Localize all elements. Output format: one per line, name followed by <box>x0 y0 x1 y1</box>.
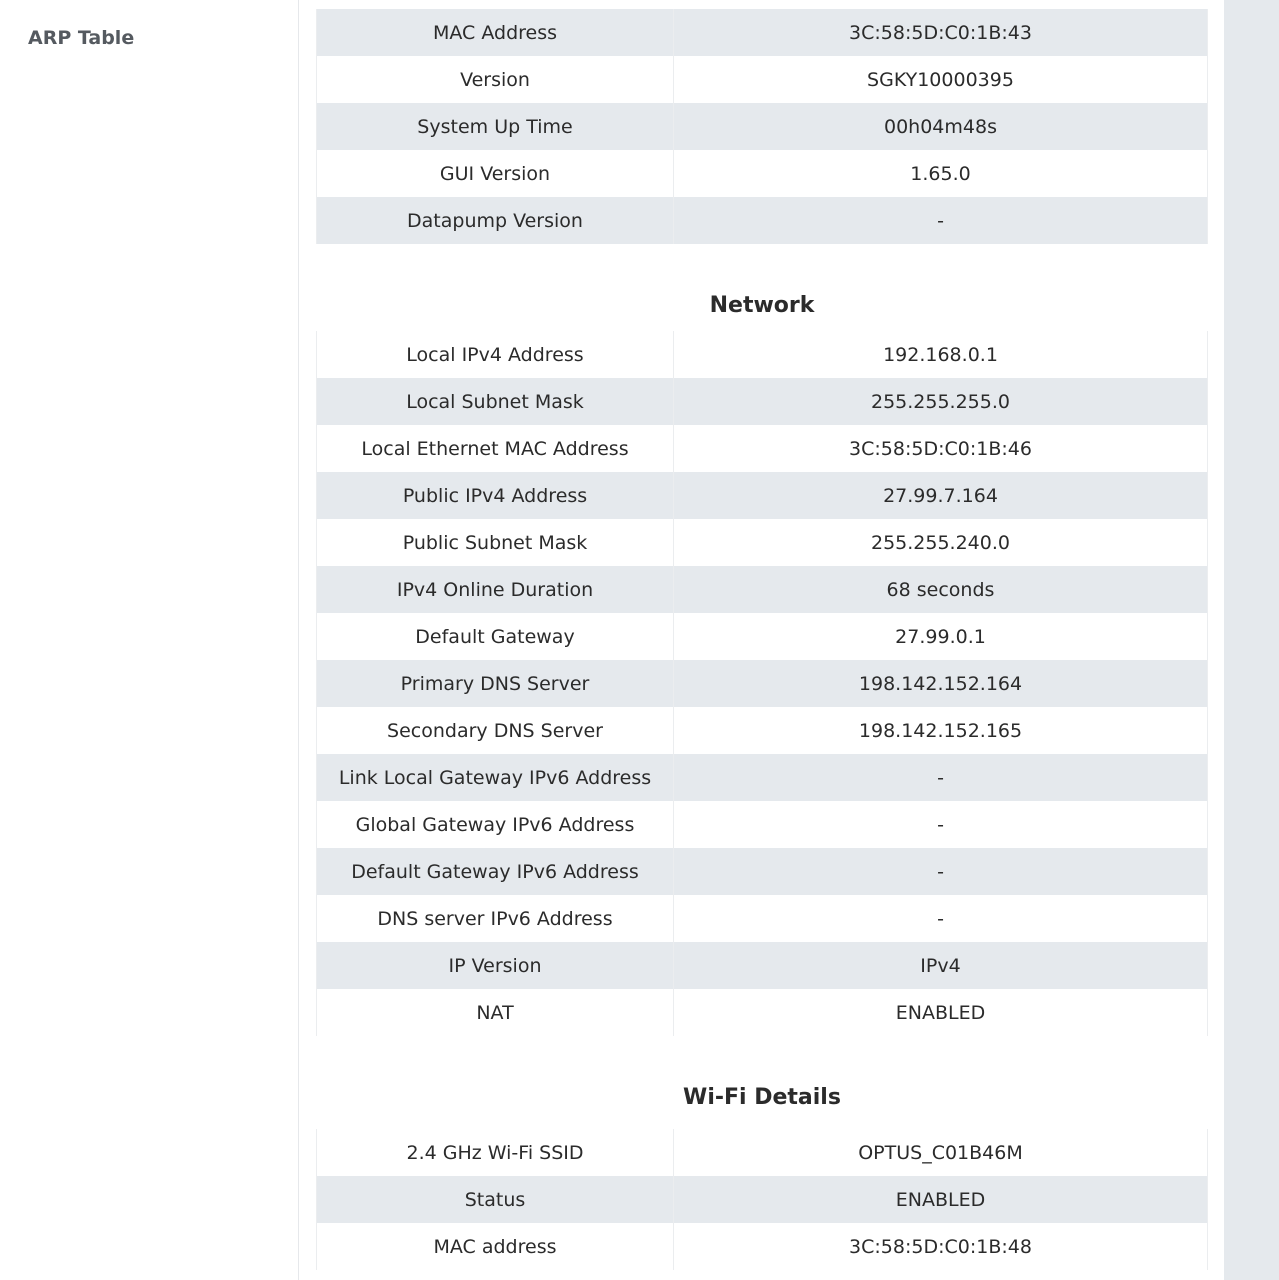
table-row <box>317 150 1208 197</box>
row-label: Default Gateway <box>317 613 674 660</box>
table-row <box>317 56 1208 103</box>
row-label: MAC Address <box>317 9 674 56</box>
row-label: Datapump Version <box>317 197 674 244</box>
table-row <box>317 848 1208 895</box>
row-value: 3C:58:5D:C0:1B:43 <box>674 9 1208 56</box>
row-label: MAC address <box>317 1223 674 1270</box>
row-value: 27.99.7.164 <box>674 472 1208 519</box>
network-table <box>316 331 1208 1036</box>
row-label: Primary DNS Server <box>317 660 674 707</box>
row-value: - <box>674 197 1208 244</box>
table-row <box>317 103 1208 150</box>
scrollbar-track[interactable] <box>1224 0 1279 1280</box>
row-value: - <box>674 754 1208 801</box>
table-row <box>317 9 1208 56</box>
section-title-network: Network <box>709 293 815 318</box>
row-value: 192.168.0.1 <box>674 331 1208 378</box>
row-value: 1.65.0 <box>674 150 1208 197</box>
row-value: 27.99.0.1 <box>674 613 1208 660</box>
row-label: Secondary DNS Server <box>317 707 674 754</box>
section-spacer <box>316 1121 1208 1129</box>
table-row <box>317 1223 1208 1270</box>
table-row <box>317 754 1208 801</box>
row-value: 255.255.240.0 <box>674 519 1208 566</box>
row-value: IPv4 <box>674 942 1208 989</box>
row-value: 198.142.152.165 <box>674 707 1208 754</box>
row-value: 198.142.152.164 <box>674 660 1208 707</box>
sidebar <box>0 0 299 1280</box>
row-value: 255.255.255.0 <box>674 378 1208 425</box>
row-label: IP Version <box>317 942 674 989</box>
table-row <box>317 566 1208 613</box>
row-value: 00h04m48s <box>674 103 1208 150</box>
row-label: Link Local Gateway IPv6 Address <box>317 754 674 801</box>
section-title-wifi-details: Wi-Fi Details <box>683 1085 841 1110</box>
row-label: Public Subnet Mask <box>317 519 674 566</box>
table-row <box>317 331 1208 378</box>
table-row <box>317 801 1208 848</box>
row-value: 3C:58:5D:C0:1B:46 <box>674 425 1208 472</box>
wifi-details-table <box>316 1129 1208 1270</box>
row-label: Local Ethernet MAC Address <box>317 425 674 472</box>
row-label: Public IPv4 Address <box>317 472 674 519</box>
table-row <box>317 1129 1208 1176</box>
row-value: SGKY10000395 <box>674 56 1208 103</box>
section-spacer <box>316 244 1208 282</box>
row-value: ENABLED <box>674 989 1208 1036</box>
row-label: Default Gateway IPv6 Address <box>317 848 674 895</box>
main-content <box>316 0 1208 1270</box>
row-label: Status <box>317 1176 674 1223</box>
table-row <box>317 942 1208 989</box>
table-row <box>317 197 1208 244</box>
table-top-edge <box>316 0 1208 9</box>
row-value: - <box>674 895 1208 942</box>
table-row <box>317 378 1208 425</box>
table-row <box>317 613 1208 660</box>
row-label: GUI Version <box>317 150 674 197</box>
section-spacer <box>316 1036 1208 1074</box>
table-row <box>317 519 1208 566</box>
row-label: 2.4 GHz Wi-Fi SSID <box>317 1129 674 1176</box>
row-label: Local Subnet Mask <box>317 378 674 425</box>
device-info-table <box>316 9 1208 244</box>
row-value: 68 seconds <box>674 566 1208 613</box>
row-label: DNS server IPv6 Address <box>317 895 674 942</box>
table-row <box>317 1176 1208 1223</box>
row-value: ENABLED <box>674 1176 1208 1223</box>
table-row <box>317 425 1208 472</box>
row-value: - <box>674 848 1208 895</box>
row-value: 3C:58:5D:C0:1B:48 <box>674 1223 1208 1270</box>
table-row <box>317 472 1208 519</box>
sidebar-item-arp-table[interactable]: ARP Table <box>28 27 135 49</box>
row-label: NAT <box>317 989 674 1036</box>
row-label: System Up Time <box>317 103 674 150</box>
table-row <box>317 660 1208 707</box>
row-value: OPTUS_C01B46M <box>674 1129 1208 1176</box>
row-label: Global Gateway IPv6 Address <box>317 801 674 848</box>
table-row <box>317 989 1208 1036</box>
table-row <box>317 707 1208 754</box>
row-label: Version <box>317 56 674 103</box>
row-label: Local IPv4 Address <box>317 331 674 378</box>
table-row <box>317 895 1208 942</box>
row-value: - <box>674 801 1208 848</box>
row-label: IPv4 Online Duration <box>317 566 674 613</box>
